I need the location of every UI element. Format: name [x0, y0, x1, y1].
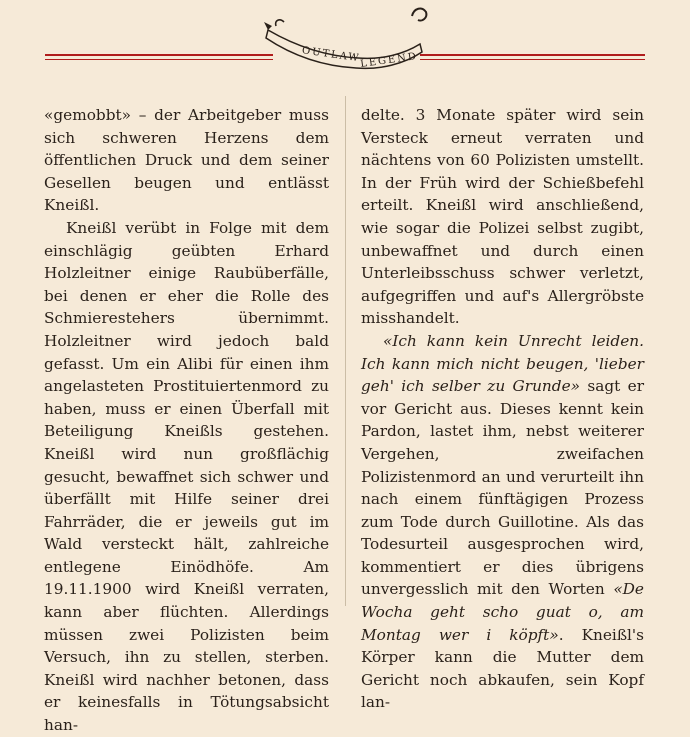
- page-header: [0, 0, 690, 90]
- paragraph: delte. 3 Monate später wird sein Versteck erneut verraten und nächtens von 60 Polizisten umstellt. In der Früh wird der Schießbefehl erteilt. Kneißl wird anschließend, wie sogar die Polizei selbst zugibt, unbewaffnet und durch einen Unterleibsschuss schwer verletzt, aufgegriffen und auf's Allergröbste misshandelt.: [361, 106, 644, 328]
- paragraph-with-quotes: [361, 330, 644, 714]
- outlaw-legend-logo: [262, 0, 432, 90]
- quote-kneissl: «Ich kann kein Unrecht leiden. Ich kann mich nicht beugen, 'lieber geh' ich selber zu Grunde»: [361, 331, 644, 396]
- text-column-left: [44, 104, 329, 737]
- logo-word-outlaw: OUTLAW: [301, 45, 362, 65]
- header-rule-right-thin: [420, 59, 645, 60]
- header-rule-left-thin: [45, 59, 273, 60]
- text-column-right: [361, 104, 644, 714]
- column-divider: [345, 96, 346, 606]
- paragraph: Kneißl verübt in Folge mit dem einschlägig geübten Erhard Holzleitner einige Raubüberfälle, bei denen er eher die Rolle des Schmierestehers übernimmt. Holzleitner wird jedoch bald gefasst. Um ein Alibi für einen ihm angelasteten Prostituiertenmord zu haben, muss er einen Überfall mit Beteiligung Kneißls gestehen. Kneißl wird nun großflächig gesucht, bewaffnet sich schwer und überfällt mit Hilfe seiner drei Fahrräder, die er jeweils gut im Wald versteckt hält, zahlreiche entlegene Einödhöfe. Am 19.11.1900 wird Kneißl verraten, kann aber flüchten. Allerdings müssen zwei Polizisten beim Versuch, ihn zu stellen, sterben. Kneißl wird nachher betonen, dass er keinesfalls in Tötungsabsicht han-: [44, 218, 329, 735]
- paragraph: «gemobbt» – der Arbeitgeber muss sich schweren Herzens dem öffentlichen Druck und dem seiner Gesellen beugen und entlässt Kneißl.: [44, 106, 329, 215]
- header-rule-right: [420, 54, 645, 56]
- paragraph-text: . Kneißl's Körper kann die Mutter dem Gericht noch abkaufen, sein Kopf lan-: [361, 625, 644, 712]
- paragraph-text: sagt er vor Gericht aus. Dieses kennt kein Pardon, lastet ihm, nebst weiterer Vergehen, zweifachen Polizistenmord an und verurteilt ihn nach einem fünftägigen Prozess zum Tode durch Guillotine. Als das Todesurteil ausgesprochen wird, kommentiert er dies übrigens unvergesslich mit den Worten: [361, 377, 645, 599]
- logo-word-legend: LEGEND: [359, 51, 419, 70]
- header-rule-left: [45, 54, 273, 56]
- quote-last-words: «De Wocha geht scho guat o, am Montag wer i köpft»: [361, 580, 644, 644]
